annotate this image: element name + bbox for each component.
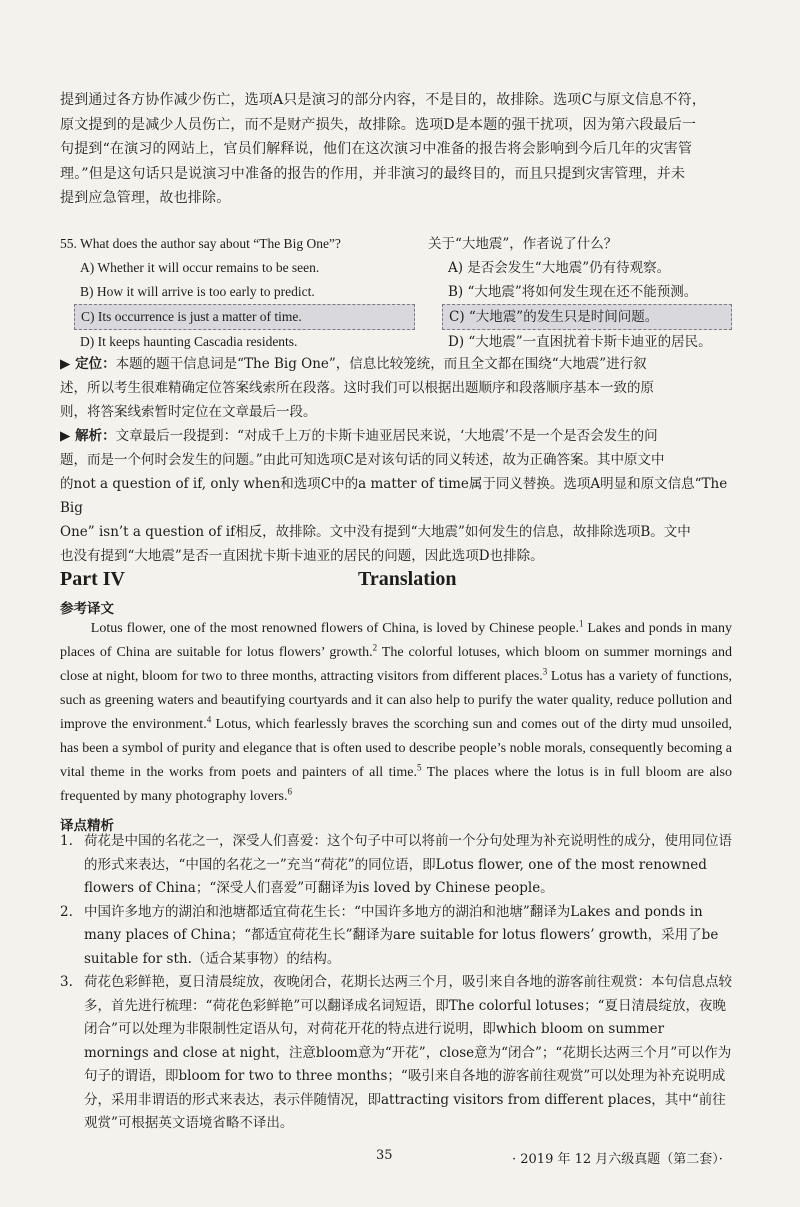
text-line: 原文提到的是减少人员伤亡，而不是财产损失，故排除。选项D是本题的强干扰项，因为第六段最后一 — [60, 116, 697, 133]
note-item — [60, 901, 732, 972]
reference-translation-label: 参考译文 — [60, 601, 114, 617]
text-line: 提到通过各方协作减少伤亡，选项A只是演习的部分内容，不是目的，故排除。选项C与原文信息不符， — [60, 92, 707, 108]
question-stem-en: 55. What does the author say about “The Big One”? — [60, 236, 341, 251]
sentence: Lotus, which fearlessly braves the scorching sun and comes out of the dirty mud unsoiled, has been a symbol of purity and elegance that is often used to describe people’s noble morals, consequently becoming a vital theme in the works from poets and painters of all time. — [60, 717, 732, 780]
sentence: Lotus has a variety of functions, such as greening waters and beautifying courtyards and it can also help to purify the water quality, reduce pollution and improve the environment. — [60, 669, 732, 732]
sentence-ref: 3 — [542, 666, 548, 677]
part-title: Translation — [358, 568, 457, 590]
note-text: 中国许多地方的湖泊和池塘都适宜荷花生长：“中国许多地方的湖泊和池塘”翻译为Lakes and ponds in many places of China；“都适宜荷花生长”翻译为are suitable for lotus flowers’ growth，采用了be suitable for sth.（适合某事物）的结构。 — [84, 903, 719, 967]
text-line: 本题的题干信息词是“The Big One”，信息比较笼统，而且全文都在围绕“大地震”进行叙 — [115, 356, 647, 372]
note-item — [60, 830, 732, 901]
sentence: The places where the lotus is in full bloom are also frequented by many photography lovers. — [60, 765, 732, 804]
page-footer — [0, 1148, 800, 1168]
locate-line-1 — [60, 352, 732, 376]
text-line: 述，所以考生很难精确定位答案线索所在段落。这时我们可以根据出题顺序和段落顺序基本一致的原 — [60, 380, 654, 396]
reference-translation — [60, 617, 732, 809]
note-number: 1. — [60, 833, 73, 849]
note-item — [60, 971, 732, 1136]
note-number: 3. — [60, 974, 73, 990]
part-number: Part IV — [60, 568, 125, 590]
sentence: The colorful lotuses, which bloom on summer mornings and close at night, bloom for two to three months, attracting visitors from different places. — [60, 645, 733, 684]
option-b-en: B) How it will arrive is too early to predict. — [80, 284, 315, 299]
question-stem-cn: 关于“大地震”，作者说了什么？ — [428, 236, 618, 252]
option-b-cn: B) “大地震”将如何发生现在还不能预测。 — [448, 284, 698, 300]
text-line: 则，将答案线索暂时定位在文章最后一段。 — [60, 404, 317, 420]
text-line: 理。”但是这句话只是说演习中准备的报告的作用，并非演习的最终目的，而且只提到灾害管理，并未 — [60, 165, 686, 182]
translation-paragraph — [60, 617, 732, 809]
text-line: 文章最后一段提到：“对成千上万的卡斯卡迪亚居民来说，‘大地震’不是一个是否会发生的问 — [115, 428, 658, 444]
option-d-cn: D) “大地震”一直困扰着卡斯卡迪亚的居民。 — [448, 334, 712, 350]
option-c-cn-highlighted: C) “大地震”的发生只是时间问题。 — [442, 304, 732, 330]
explain-line-1 — [60, 424, 732, 448]
text-line: 的not a question of if, only when和选项C中的a matter of time属于同义替换。选项A明显和原文信息“The Big — [60, 476, 728, 516]
text-line: 提到应急管理，故也排除。 — [60, 190, 231, 206]
previous-answer-explanation — [60, 88, 732, 211]
question-english — [60, 232, 415, 354]
option-a-en: A) Whether it will occur remains to be seen. — [80, 260, 320, 275]
sentence: Lotus flower, one of the most renowned flowers of China, is loved by Chinese people. — [90, 621, 579, 636]
sentence-ref: 6 — [287, 786, 292, 797]
locate-marker: ▶ 定位： — [60, 356, 116, 372]
note-text: 荷花色彩鲜艳，夏日清晨绽放，夜晚闭合，花期长达两三个月，吸引来自各地的游客前往观赏：本句信息点较多，首先进行梳理：“荷花色彩鲜艳”可以翻译成名词短语，即The colorful lotuses；“夏日清晨绽放，夜晚闭合”可以处理为非限制性定语从句，对荷花开花的特点进行说明，即which bloom on summer mornings and close at night，注意bloom意为“开花”，close意为“闭合”；“花期长达两三个月”可以作为句子的谓语，即bloom for two to three months；“吸引来自各地的游客前往观赏”可以处理为补充说明成分，采用非谓语的形式来表达，表示伴随情况，即attracting visitors from different places，其中“前往观赏”可根据英文语境省略不译出。 — [84, 974, 732, 1131]
explain-marker: ▶ 解析： — [60, 428, 116, 444]
option-c-en-highlighted: C) Its occurrence is just a matter of time. — [74, 304, 415, 330]
sentence-ref: 4 — [206, 714, 212, 725]
text-line: 句提到“在演习的网站上，官员们解释说，他们在这次演习中准备的报告将会影响到今后几年的灾害管 — [60, 141, 693, 157]
part-heading — [60, 568, 732, 594]
text-line: 也没有提到“大地震”是否一直困扰卡斯卡迪亚的居民的问题，因此选项D也排除。 — [60, 548, 544, 564]
option-a-cn: A) 是否会发生“大地震”仍有待观察。 — [448, 260, 671, 276]
sentence: Lakes and ponds in many places of China are suitable for lotus flowers’ growth. — [60, 621, 732, 660]
page-number: 35 — [376, 1148, 393, 1163]
analysis-block — [60, 352, 732, 568]
sentence-ref: 1 — [578, 618, 584, 629]
sentence-ref: 5 — [417, 762, 422, 773]
question-55 — [60, 232, 732, 350]
note-number: 2. — [60, 903, 73, 920]
text-line: One” isn’t a question of if相反，故排除。文中没有提到“大地震”如何发生的信息，故排除选项B。文中 — [60, 524, 691, 540]
notes-label: 译点精析 — [60, 818, 114, 834]
text-line: 题，而是一个何时会发生的问题。”由此可知选项C是对该句话的同义转述，故为正确答案。其中原文中 — [60, 452, 665, 468]
note-text: 荷花是中国的名花之一，深受人们喜爱：这个句子中可以将前一个分句处理为补充说明性的成分，使用同位语的形式来表达，“中国的名花之一”充当“荷花”的同位语，即Lotus flower, one of the most renowned flowers of China；“深受人们喜爱”可翻译为is loved by Chinese people。 — [84, 833, 732, 896]
question-chinese — [428, 232, 732, 354]
option-d-en: D) It keeps haunting Cascadia residents. — [80, 334, 298, 349]
sentence-ref: 2 — [372, 642, 378, 653]
footer-title: · 2019 年 12 月六级真题（第二套）· — [512, 1152, 723, 1167]
translation-notes — [60, 830, 732, 1136]
